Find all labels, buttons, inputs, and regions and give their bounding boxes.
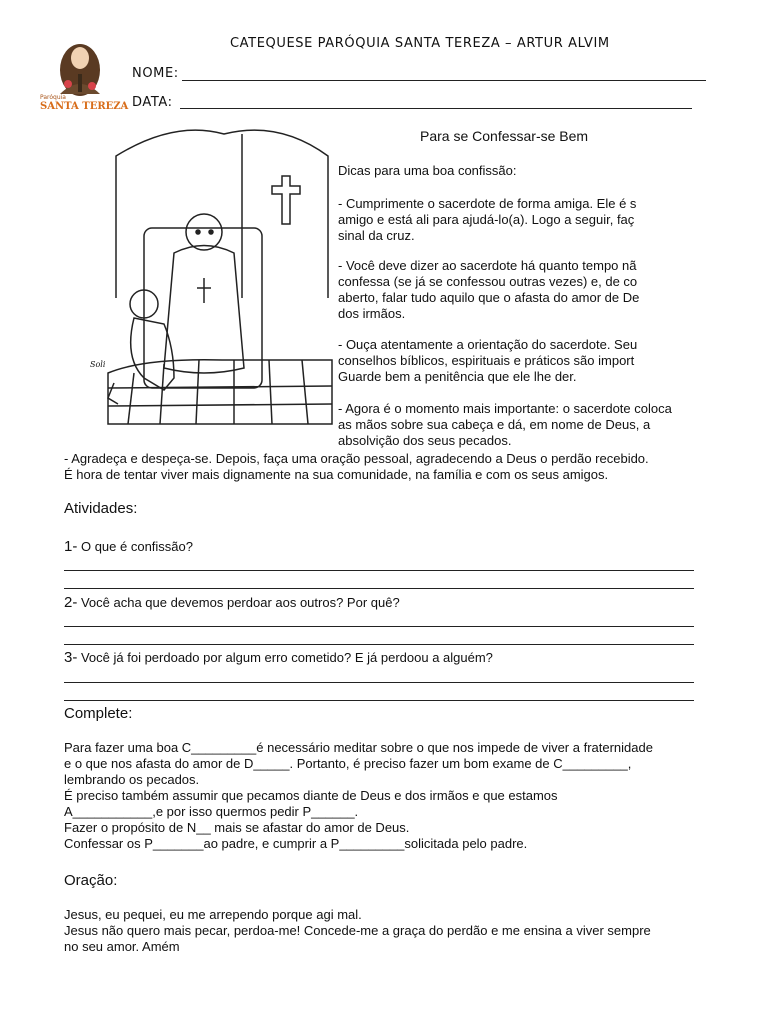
complete-text: Para fazer uma boa C_________é necessário meditar sobre o que nos impede de viver a fraternidade e o que nos afasta do amor de D_____. Portanto, é preciso fazer um bom exame de C_________, lembrando os pecados. É preciso também assumir que pecamos diante de Deus e dos irmãos e que estamos A___________,e por isso quermos pedir P______. Fazer o propósito de N__ mais se afastar do amor de Deus. Confessar os P_______ao padre, e cumprir a P_________solicitada pelo padre. [64, 740, 653, 851]
tip-4: - Agora é o momento mais importante: o sacerdote coloca as mãos sobre sua cabeça e dá, em nome de Deus, a absolvição dos seus pecados. [338, 401, 672, 448]
article-intro: Dicas para uma boa confissão: [338, 163, 517, 178]
answer-line[interactable] [64, 626, 694, 627]
answer-line[interactable] [64, 682, 694, 683]
question-1: 1- O que é confissão? [64, 538, 193, 555]
tip-2: - Você deve dizer ao sacerdote há quanto tempo nã confessa (se já se confessou outras vezes) e, de co aberto, falar tudo aquilo que o afasta do amor de De dos irmãos. [338, 258, 640, 321]
tip-1: - Cumprimente o sacerdote de forma amiga. Ele é s amigo e está ali para ajudá-lo(a). Logo a seguir, faç sinal da cruz. [338, 196, 637, 243]
question-3: 3- Você já foi perdoado por algum erro cometido? E já perdoou a alguém? [64, 649, 493, 666]
logo-small-text: Paróquia [40, 94, 66, 101]
parish-logo [38, 34, 129, 116]
nome-label: NOME: [132, 66, 179, 81]
final-tip: - Agradeça e despeça-se. Depois, faça uma oração pessoal, agradecendo a Deus o perdão recebido. É hora de tentar viver mais dignamente na sua comunidade, na família e com os seus amigos. [64, 451, 649, 482]
article-title: Para se Confessar-se Bem [420, 128, 589, 144]
answer-line[interactable] [64, 700, 694, 701]
page-title: CATEQUESE PARÓQUIA SANTA TEREZA – ARTUR ALVIM [230, 36, 610, 51]
complete-title: Complete: [64, 705, 133, 722]
answer-line[interactable] [64, 570, 694, 571]
prayer-title: Oração: [64, 872, 118, 889]
tip-3: - Ouça atentamente a orientação do sacerdote. Seu conselhos bíblicos, espirituais e práticos são import Guarde bem a penitência que ele lhe der. [338, 337, 638, 384]
activities-title: Atividades: [64, 500, 138, 517]
prayer-text: Jesus, eu pequei, eu me arrependo porque agi mal. Jesus não quero mais pecar, perdoa-me! Concede-me a graça do perdão e me ensina a viver sempre no seu amor. Amém [64, 907, 651, 954]
answer-line[interactable] [64, 588, 694, 589]
data-label: DATA: [132, 95, 173, 110]
question-2: 2- Você acha que devemos perdoar aos outros? Por quê? [64, 594, 400, 611]
data-field[interactable] [180, 108, 692, 109]
logo-big-text: SANTA TEREZA [40, 101, 129, 112]
confession-illustration [90, 128, 336, 428]
nome-field[interactable] [182, 80, 706, 81]
illustration-signature: Soli [90, 360, 106, 369]
answer-line[interactable] [64, 644, 694, 645]
